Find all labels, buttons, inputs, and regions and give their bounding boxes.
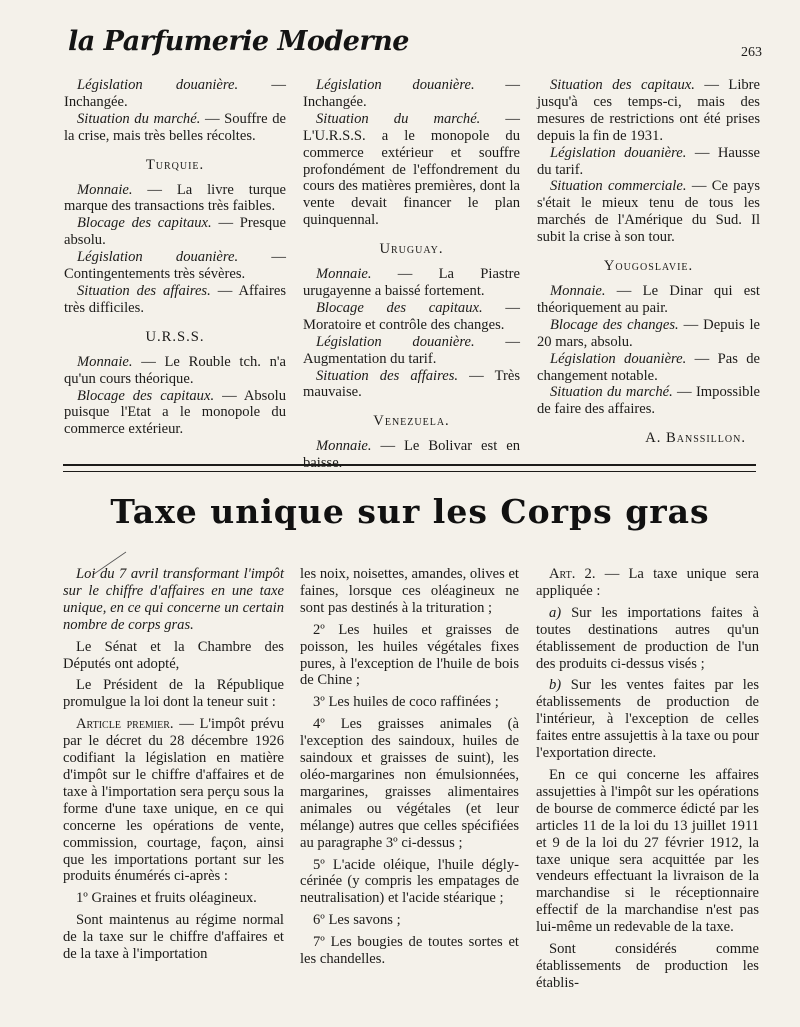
paragraph-label: Législation douanière. xyxy=(316,77,475,93)
paragraph-text: — Pas de changement notable. xyxy=(537,350,760,384)
paragraph-label: Monnaie. xyxy=(550,282,606,299)
paragraph-label: Législation douanière. xyxy=(316,333,475,350)
paragraph-text: — La livre turque marque des transactions très faibles. xyxy=(64,181,286,215)
article-headline: Taxe unique sur les Corps gras xyxy=(110,492,710,531)
paragraph-label: Situation des capitaux. xyxy=(550,77,695,93)
paragraph xyxy=(64,283,286,317)
paragraph xyxy=(300,716,519,851)
paragraph-label: Situation du marché. xyxy=(77,110,201,127)
paragraph-label: Monnaie. xyxy=(77,353,133,370)
paragraph xyxy=(303,111,520,229)
paragraph-label: Situation du marché. xyxy=(316,110,481,127)
paragraph-text: — Inchangée. xyxy=(303,77,520,110)
paragraph xyxy=(64,388,286,439)
paragraph xyxy=(303,334,520,368)
paragraph-label: Blocage des capitaux. xyxy=(77,387,215,404)
paragraph-text: Sont considérés comme établissements de production les établis- xyxy=(536,941,759,991)
paragraph-label: Législation douanière. xyxy=(550,144,687,161)
paragraph xyxy=(63,912,284,963)
paragraph xyxy=(303,300,520,334)
author-signature: A. Banssillon. xyxy=(645,430,746,447)
paragraph xyxy=(64,354,286,388)
paragraph-label: Législation douanière. xyxy=(77,249,239,266)
paragraph-text: 5º L'acide oléique, l'huile déglycérinée (y compris les empatages de neutralisation) et l'acide stéarique ; xyxy=(300,856,519,907)
section-divider-thin xyxy=(63,471,756,472)
paragraph xyxy=(64,77,286,111)
country-heading: U.R.S.S. xyxy=(145,328,205,345)
paragraph-text: — Le Rouble tch. n'a qu'un cours théorique. xyxy=(64,353,286,387)
paragraph-label: Situation des affaires. xyxy=(77,282,211,299)
paragraph-text: — Absolu puisque l'Etat a le monopole du commerce extérieur. xyxy=(64,387,286,438)
paragraph-label: b) xyxy=(549,677,562,694)
paragraph-text: En ce qui concerne les affaires assujetties à l'impôt sur les opérations de bourse de commerce édicté par les articles 11 de la loi du 13 juillet 1911 et 9 de la loi du 27 février 1912, la taxe unique sera acquittée par les vendeurs effectuant la livraison de la marchandise si le réceptionnaire effectif de la marchandise n'est pas lui-même un redevable de la taxe. xyxy=(536,766,759,936)
paragraph-label: Monnaie. xyxy=(316,438,372,455)
paragraph-label: Blocage des capitaux. xyxy=(77,215,212,232)
paragraph-label: Situation commerciale. xyxy=(550,178,687,195)
article-column-3 xyxy=(536,566,759,997)
paragraph-text: 4º Les graisses animales (à l'exception des saindoux, huiles de saindoux et graisses de suint), les oléo-margarines non émulsionnées, margarines, graisses alimentaires animales ou végétales (et leur mélange) autres que celles spécifiées au paragraphe 3º ci-dessus ; xyxy=(300,716,519,851)
paragraph xyxy=(537,178,760,246)
paragraph xyxy=(537,145,760,179)
paragraph-text: — Libre jusqu'à ces temps-ci, mais des mesures de restrictions ont été prises depuis la fin de 1931. xyxy=(537,77,761,144)
top-column-2 xyxy=(303,77,520,472)
paragraph-label: Monnaie. xyxy=(77,181,133,198)
paragraph-text: — Le Bolivar est en baisse. xyxy=(303,438,520,472)
paragraph-text: — Augmentation du tarif. xyxy=(303,333,520,367)
top-column-1 xyxy=(64,77,286,438)
paragraph xyxy=(63,716,284,885)
country-heading: Turquie. xyxy=(145,156,205,173)
paragraph-label: Blocage des changes. xyxy=(550,316,679,333)
paragraph-text: 7º Les bougies de toutes sortes et les chandelles. xyxy=(300,934,519,968)
article-number: Art. 2. xyxy=(549,566,596,582)
paragraph xyxy=(64,111,286,145)
paragraph xyxy=(537,384,760,418)
paragraph xyxy=(537,317,760,351)
paragraph xyxy=(300,622,519,690)
paragraph-text: Le Sénat et la Chambre des Députés ont adopté, xyxy=(63,638,284,672)
country-heading: Yougoslavie. xyxy=(603,258,694,275)
paragraph xyxy=(303,368,520,402)
paragraph xyxy=(303,77,520,111)
paragraph-text: Sur les ventes faites par les établissements de production de l'intérieur, à l'exception de celles faites entre assujettis à la taxe ou pour l'exportation directe. xyxy=(536,677,759,762)
paragraph-label: Blocage des capitaux. xyxy=(316,299,483,316)
article-column-2 xyxy=(300,566,519,973)
paragraph xyxy=(537,77,760,145)
paragraph-text: 3º Les huiles de coco raffinées ; xyxy=(313,694,499,711)
paragraph xyxy=(536,677,759,762)
paragraph xyxy=(64,215,286,249)
country-heading: Venezuela. xyxy=(373,413,450,430)
paragraph xyxy=(63,890,284,907)
paragraph-text: — Presque absolu. xyxy=(64,215,286,249)
paragraph-text: — Inchangée. xyxy=(64,77,286,110)
top-column-3 xyxy=(537,77,760,447)
paragraph xyxy=(300,566,519,617)
paragraph-text: — L'impôt prévu par le décret du 28 décembre 1926 codifiant la législation en matière d'impôt sur le chiffre d'affaires et de taxe à l'importation sera perçu sous la forme d'une taxe unique, en ce qui concerne les opérations de vente, commission, courtage, façon, ainsi que les importations portant sur les produits énumérés ci-après : xyxy=(63,716,284,885)
paragraph xyxy=(536,767,759,936)
article-column-1 xyxy=(63,566,284,968)
paragraph-text: — Impossible de faire des affaires. xyxy=(537,384,760,418)
article-lead: Loi du 7 avril transformant l'impôt sur le chiffre d'affaires en une taxe unique, en ce qui concerne un certain nombre de corps gras. xyxy=(63,566,284,633)
paragraph-label: Situation du marché. xyxy=(550,384,673,401)
paragraph xyxy=(537,351,760,385)
paragraph-label: Législation douanière. xyxy=(77,77,239,93)
paragraph xyxy=(303,266,520,300)
paragraph xyxy=(537,283,760,317)
paragraph-text: — La taxe unique sera appliquée : xyxy=(536,566,759,599)
paragraph-text: Sont maintenus au régime normal de la taxe sur le chiffre d'affaires et de la taxe à l'importation xyxy=(63,912,284,963)
paragraph-text: 2º Les huiles et graisses de poisson, les huiles végétales fixes pures, à l'exception de l'huile de bois de Chine ; xyxy=(300,621,519,689)
paragraph xyxy=(536,941,759,992)
paragraph-text: — Depuis le 20 mars, absolu. xyxy=(537,316,760,350)
paragraph-label: Situation des affaires. xyxy=(316,367,459,384)
paragraph xyxy=(536,566,759,600)
article-number: Article premier. xyxy=(76,716,174,733)
paragraph-text: — Ce pays s'était le mieux tenu de tous les marchés de l'Amérique du Sud. Il subit la crise à son tour. xyxy=(537,178,760,246)
paragraph-text: — Très mauvaise. xyxy=(303,367,521,401)
paragraph-text: — Contingentements très sévères. xyxy=(64,249,286,283)
masthead: la Parfumerie Moderne xyxy=(68,26,409,57)
paragraph xyxy=(64,182,286,216)
paragraph-text: les noix, noisettes, amandes, olives et faines, lorsque ces oléagineux ne sont pas destinés à la trituration ; xyxy=(300,566,519,616)
paragraph-text: — Hausse du tarif. xyxy=(537,144,760,178)
paragraph-text: — La Piastre urugayenne a baissé fortement. xyxy=(303,266,520,299)
page-number: 263 xyxy=(741,45,762,60)
paragraph-text: Sur les importations faites à toutes destinations autres qu'un établissement de production de l'un des produits ci-dessus visés ; xyxy=(536,604,759,672)
paragraph-text: 6º Les savons ; xyxy=(313,912,401,929)
paragraph xyxy=(300,934,519,968)
paragraph xyxy=(63,639,284,673)
paragraph-text: — Moratoire et contrôle des changes. xyxy=(303,299,520,333)
paragraph-text: — L'U.R.S.S. a le monopole du commerce extérieur et souffre profondément de l'effondrement du cours des matières premières, dont la vente devait financer le plan quinquennal. xyxy=(303,110,520,229)
paragraph-text: Le Président de la République promulgue la loi dont la teneur suit : xyxy=(63,677,284,711)
paragraph xyxy=(303,438,520,472)
paragraph xyxy=(300,857,519,908)
section-divider-thick xyxy=(63,464,756,466)
paragraph xyxy=(536,605,759,673)
paragraph xyxy=(300,912,519,929)
paragraph-label: a) xyxy=(549,604,562,621)
paragraph-label: Monnaie. xyxy=(316,266,372,283)
country-heading: Uruguay. xyxy=(379,241,444,258)
paragraph-label: Législation douanière. xyxy=(550,350,687,367)
paragraph xyxy=(63,677,284,711)
paragraph xyxy=(64,249,286,283)
paragraph-text: — Le Dinar qui est théoriquement au pair. xyxy=(537,282,760,316)
paragraph xyxy=(300,694,519,711)
paragraph-text: — Souffre de la crise, mais très belles récoltes. xyxy=(64,110,286,144)
paragraph-text: — Affaires très difficiles. xyxy=(64,282,286,316)
paragraph-text: 1º Graines et fruits oléagineux. xyxy=(76,890,257,907)
